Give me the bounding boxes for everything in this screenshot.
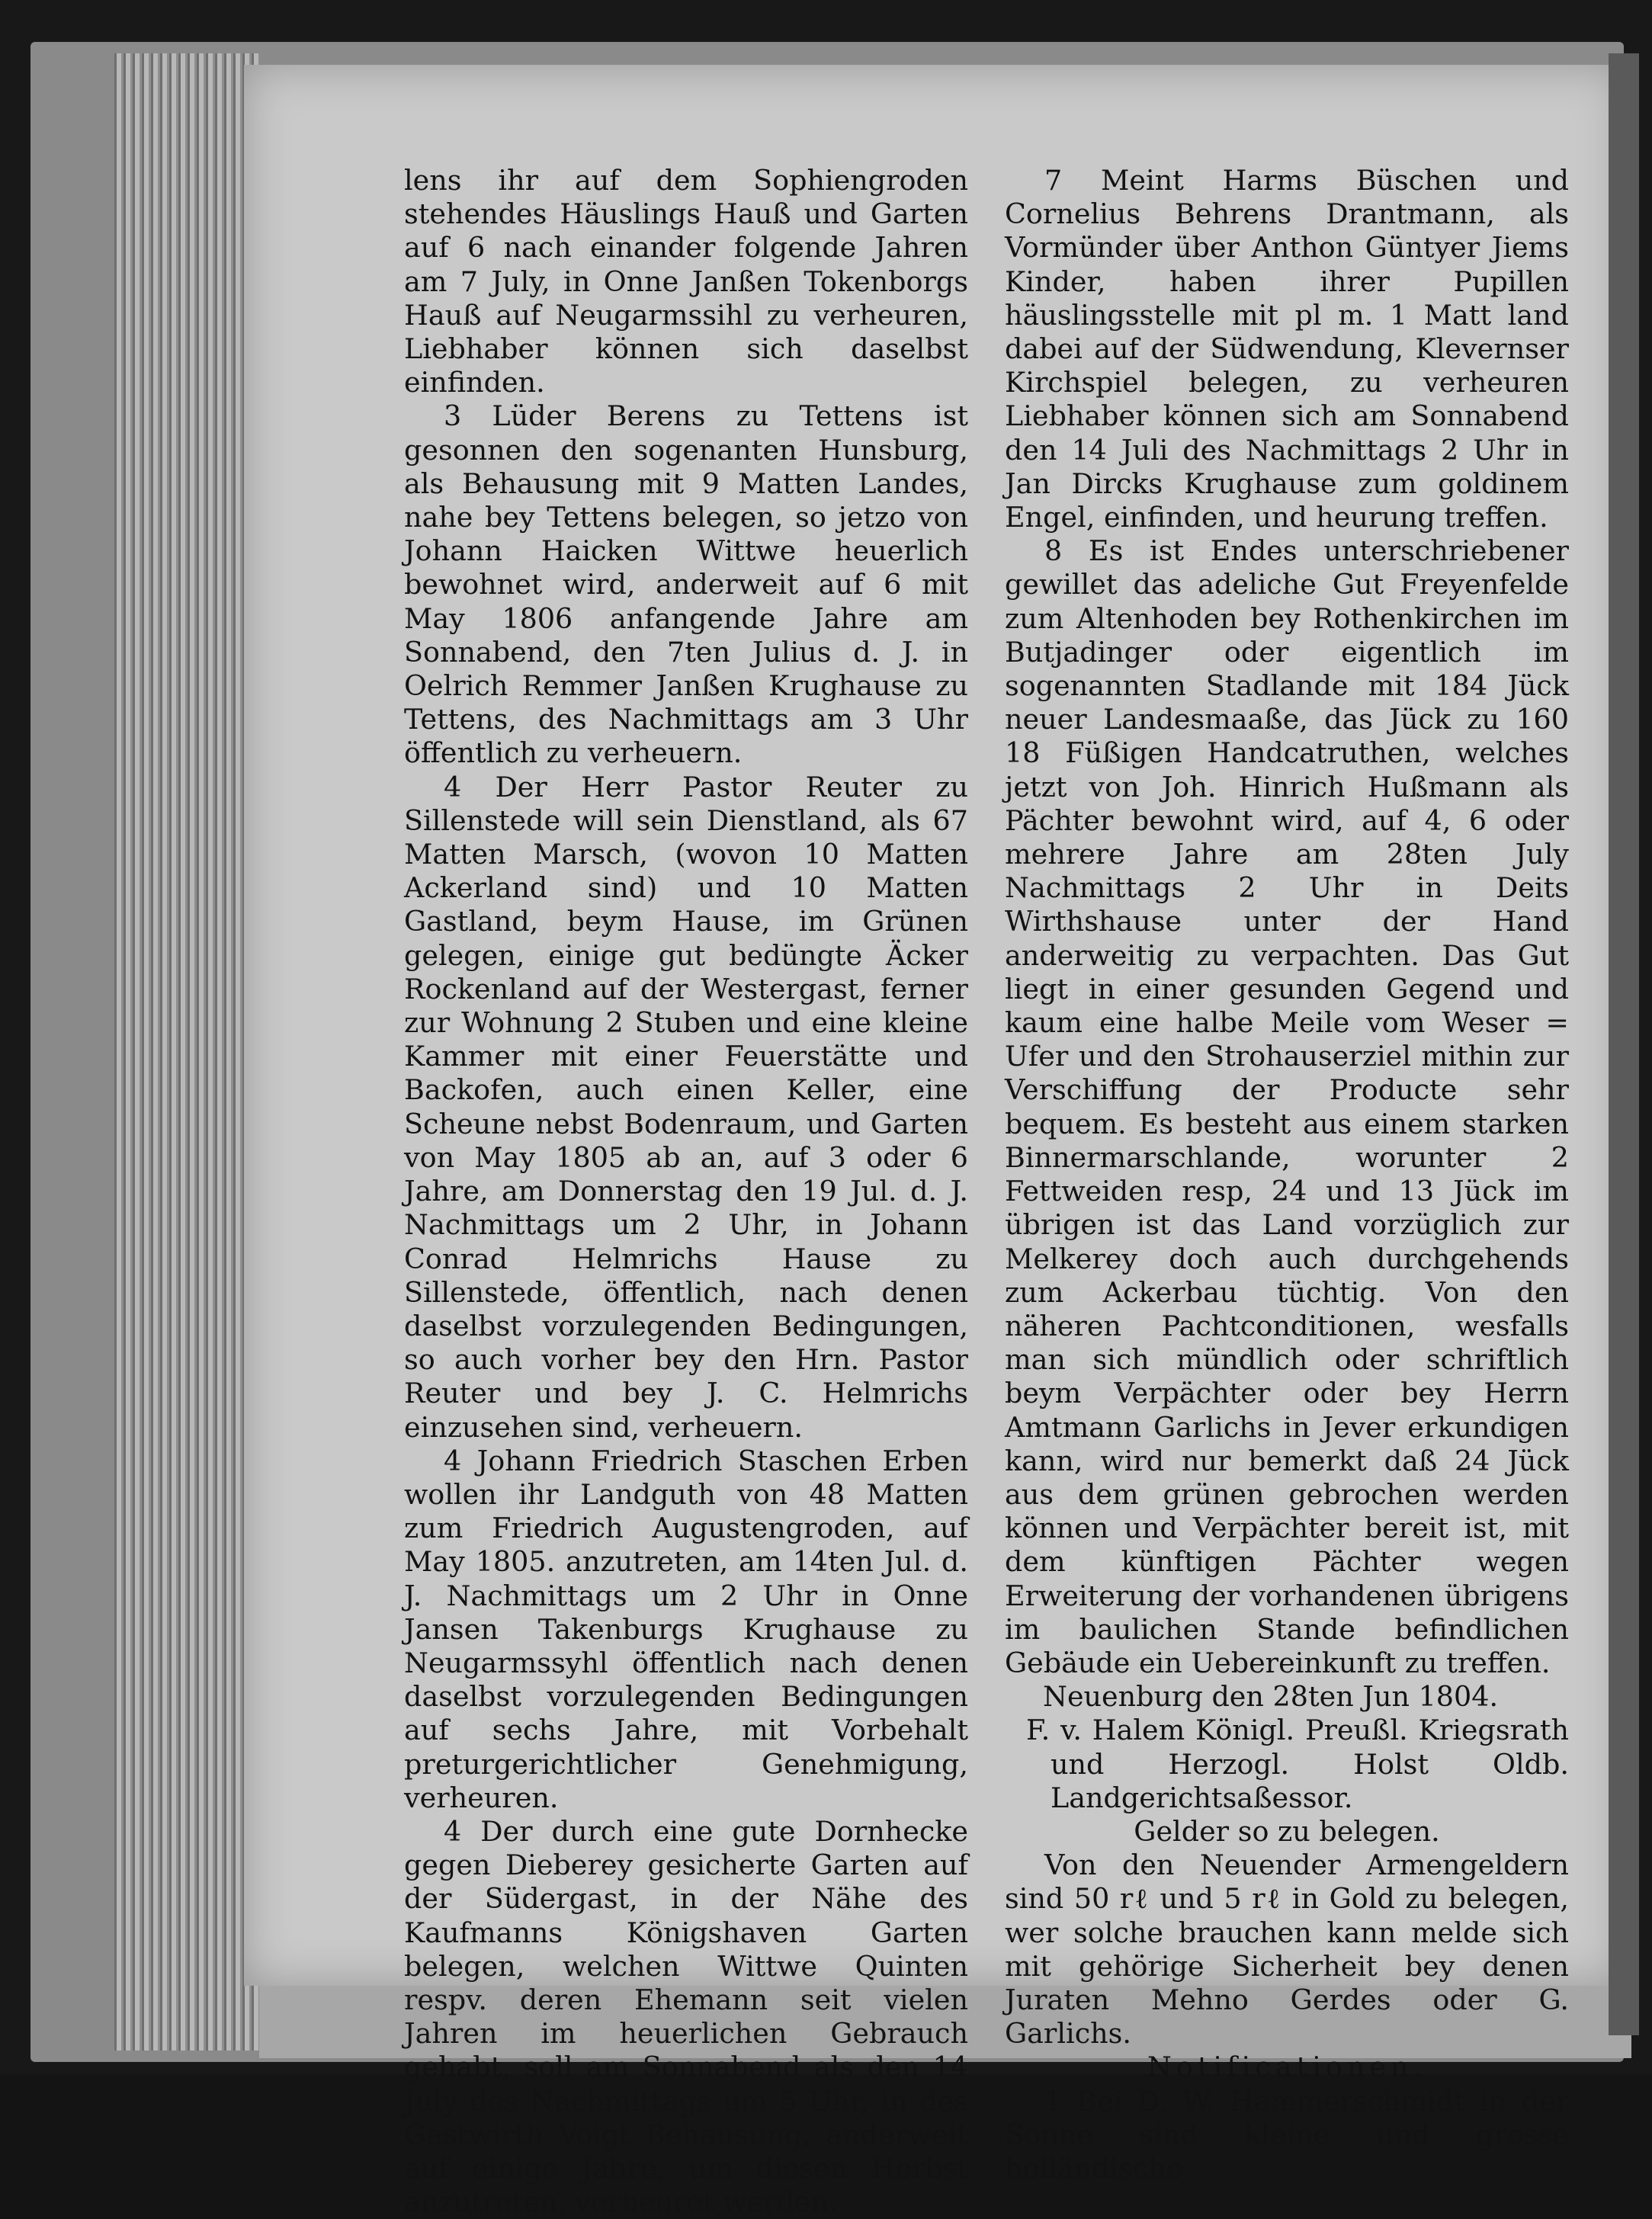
notice-armengelder: Von den Neuender Armengeldern sind 50 rℓ und 5 rℓ in Gold zu belegen, wer solche brauchen kann melde sich mit gehörige Sicherheit bey denen Juraten Mehno Gerdes oder G. Garlichs. xyxy=(1005,1849,1569,2051)
left-column xyxy=(404,164,968,2219)
book-binding xyxy=(1609,53,1639,2035)
notice-4-staschen: 4 Johann Friedrich Staschen Erben wollen ihr Landguth von 48 Matten zum Friedrich Augustengroden, auf May 1805. anzutreten, am 14ten Jul. d. J. Nachmittags um 2 Uhr in Onne Jansen Takenburgs Krughause zu Neugarmssyhl öffentlich nach denen daselbst vorzulegenden Bedingungen auf sechs Jahre, mit Vorbehalt preturgerichtlicher Genehmigung, verheuren. xyxy=(404,1444,968,1814)
notice-4-reuter: 4 Der Herr Pastor Reuter zu Sillenstede will sein Dienstland, als 67 Matten Marsch, (wovon 10 Matten Ackerland sind) und 10 Matten Gastland, beym Hause, im Grünen gelegen, einige gut bedüngte Äcker Rockenland auf der Westergast, ferner zur Wohnung 2 Stuben und eine kleine Kammer mit einer Feuerstätte und Backofen, auch einen Keller, eine Scheune nebst Bodenraum, und Garten von May 1805 ab an, auf 3 oder 6 Jahre, am Donnerstag den 19 Jul. d. J. Nachmittags um 2 Uhr, in Johann Conrad Helmrichs Hause zu Sillenstede, öffentlich, nach denen daselbst vorzulegenden Bedingungen, so auch vorher bey den Hrn. Pastor Reuter und bey J. C. Helmrichs einzusehen sind, verheuern. xyxy=(404,770,968,1444)
section-heading-gelder: Gelder so zu belegen. xyxy=(1134,1814,1440,1848)
right-column xyxy=(1005,164,1569,2185)
notice-3-berens: 3 Lüder Berens zu Tettens ist gesonnen den sogenanten Hunsburg, als Behausung mit 9 Matten Landes, nahe bey Tettens belegen, so jetzo von Johann Haicken Wittwe heuerlich bewohnet wird, anderweit auf 6 mit May 1806 anfangende Jahre am Sonnabend, den 7ten Julius d. J. in Oelrich Remmer Janßen Krughause zu Tettens, des Nachmittags am 3 Uhr öffentlich zu verheuern. xyxy=(404,399,968,770)
place-date-line: Neuenburg den 28ten Jun 1804. xyxy=(1043,1680,1499,1714)
section-heading-notificationen: Notificationen. xyxy=(1147,2051,1427,2084)
notice-1-hammerschmidt: 1 Bei D. W. Hammerschmidt in der Sonne sind kleine und grosse holländische xyxy=(1005,2084,1569,2185)
signature-block: F. v. Halem Königl. Preußl. Kriegsrath und Herzogl. Holst Oldb. Landgerichtsaßessor. xyxy=(1026,1714,1569,1814)
notice-4-garten: 4 Der durch eine gute Dornhecke gegen Dieberey gesicherte Garten auf der Südergast, in der Nähe des Kaufmanns Königshaven Garten belegen, welchen Wittwe Quinten respv. deren Ehemann seit vielen Jahren im heuerlichen Gebrauch gehabt, soll am Sonnabend als den 14 July des Nachmittags um 5 Uhr, in des Gastwirth Voigt Behausung, anderweit auf einige Jahre, um diesen Herbst anzutreten, verheuret werden. xyxy=(404,1814,968,2219)
notice-continuation: lens ihr auf dem Sophiengroden stehendes Häuslings Hauß und Garten auf 6 nach einander folgende Jahren am 7 July, in Onne Janßen Tokenborgs Hauß auf Neugarmssihl zu verheuren, Liebhaber können sich daselbst einfinden. xyxy=(404,164,968,399)
notice-8-freyenfelde: 8 Es ist Endes unterschriebener gewillet das adeliche Gut Freyenfelde zum Altenhoden bey Rothenkirchen im Butjadinger oder eigentlich im sogenannten Stadlande mit 184 Jück neuer Landesmaaße, das Jück zu 160 18 Füßigen Handcatruthen, welches jetzt von Joh. Hinrich Hußmann als Pächter bewohnt wird, auf 4, 6 oder mehrere Jahre am 28ten July Nachmittags 2 Uhr in Deits Wirthshause unter der Hand anderweitig zu verpachten. Das Gut liegt in einer gesunden Gegend und kaum eine halbe Meile vom Weser = Ufer und den Strohauserziel mithin zur Verschiffung der Producte sehr bequem. Es besteht aus einem starken Binnermarschlande, worunter 2 Fettweiden resp, 24 und 13 Jück im übrigen ist das Land vorzüglich zur Melkerey doch auch durchgehends zum Ackerbau tüchtig. Von den näheren Pachtconditionen, wesfalls man sich mündlich oder schriftlich beym Verpächter oder bey Herrn Amtmann Garlichs in Jever erkundigen kann, wird nur bemerkt daß 24 Jück aus dem grünen gebrochen werden können und Verpächter bereit ist, mit dem künftigen Pächter wegen Erweiterung der vorhandenen übrigens im baulichen Stande befindlichen Gebäude ein Uebereinkunft zu treffen. xyxy=(1005,534,1569,1679)
page-edges xyxy=(114,53,259,2051)
notice-7-buschen: 7 Meint Harms Büschen und Cornelius Behrens Drantmann, als Vormünder über Anthon Güntyer Jiems Kinder, haben ihrer Pupillen häuslingsstelle mit pl m. 1 Matt land dabei auf der Südwendung, Klevernser Kirchspiel belegen, zu verheuren Liebhaber können sich am Sonnabend den 14 Juli des Nachmittags 2 Uhr in Jan Dircks Krughause zum goldinem Engel, einfinden, und heurung treffen. xyxy=(1005,164,1569,534)
